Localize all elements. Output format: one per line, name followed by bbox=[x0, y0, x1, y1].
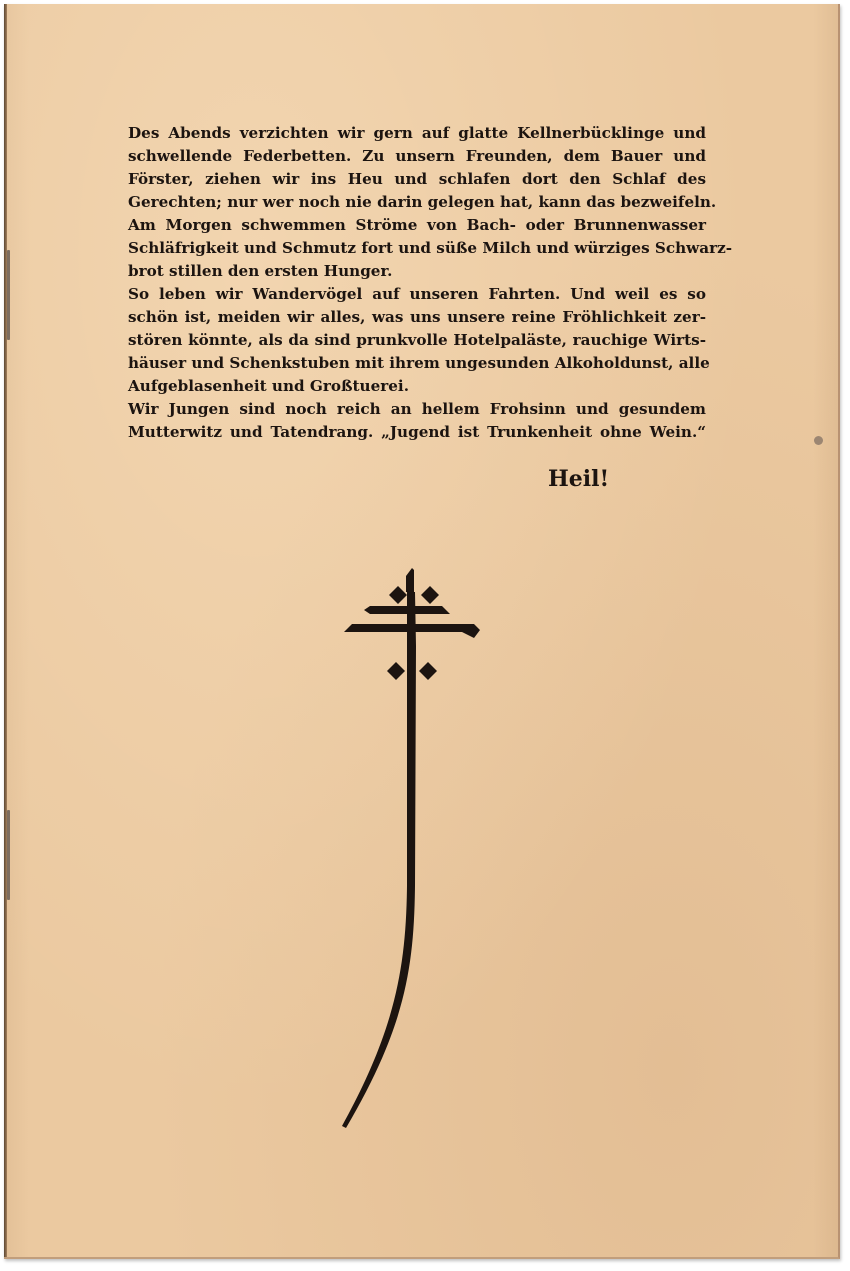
paper-spot bbox=[814, 436, 823, 445]
text-line-2: schwellende Federbetten. Zu unsern Freunden, dem Bauer und bbox=[128, 147, 706, 165]
wandervogel-rune-icon bbox=[330, 566, 490, 1136]
closing-greeting: Heil! bbox=[548, 466, 610, 492]
text-line-7: brot stillen den ersten Hunger. bbox=[128, 262, 393, 280]
text-line-11: häuser und Schenkstuben mit ihrem ungesunden Alkoholdunst, alle bbox=[128, 354, 710, 372]
text-line-13: Wir Jungen sind noch reich an hellem Frohsinn und gesundem bbox=[128, 400, 706, 418]
text-line-8: So leben wir Wandervögel auf unseren Fahrten. Und weil es so bbox=[128, 285, 706, 303]
page-binding-edge bbox=[4, 4, 7, 1257]
text-line-5: Am Morgen schwemmen Ströme von Bach- oder Brunnenwasser bbox=[128, 216, 706, 234]
staple-top bbox=[7, 250, 10, 340]
text-line-9: schön ist, meiden wir alles, was uns unsere reine Fröhlichkeit zer- bbox=[128, 308, 706, 326]
text-line-6: Schläfrigkeit und Schmutz fort und süße Milch und würziges Schwarz- bbox=[128, 239, 733, 257]
body-text bbox=[128, 122, 733, 444]
text-line-3: Förster, ziehen wir ins Heu und schlafen dort den Schlaf des bbox=[128, 170, 706, 188]
text-line-12: Aufgeblasenheit und Großtuerei. bbox=[128, 377, 409, 395]
text-line-1: Des Abends verzichten wir gern auf glatte Kellnerbücklinge und bbox=[128, 124, 706, 142]
staple-bottom bbox=[7, 810, 10, 900]
text-line-14: Mutterwitz und Tatendrang. „Jugend ist Trunkenheit ohne Wein.“ bbox=[128, 423, 706, 441]
text-line-4: Gerechten; nur wer noch nie darin gelegen hat, kann das bezweifeln. bbox=[128, 193, 717, 211]
text-line-10: stören könnte, als da sind prunkvolle Hotelpaläste, rauchige Wirts- bbox=[128, 331, 706, 349]
